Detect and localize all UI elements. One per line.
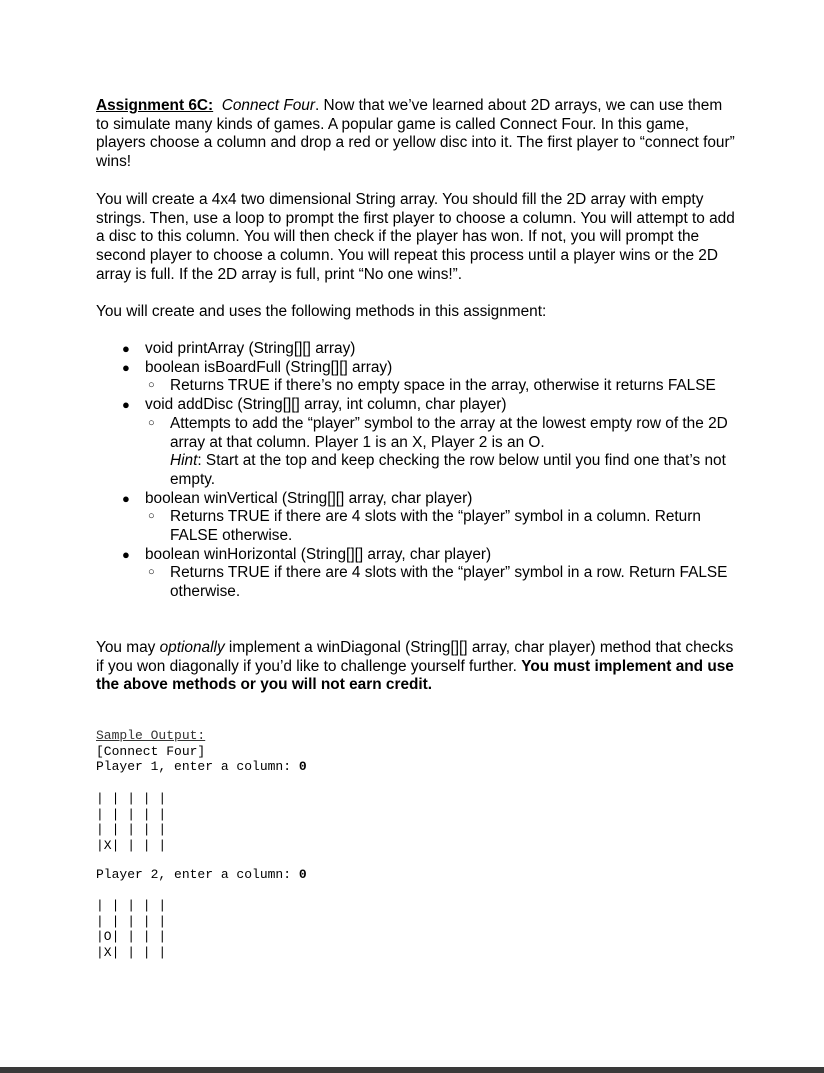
method-description: ○ Returns TRUE if there’s no empty space in the array, otherwise it returns FALSE (148, 377, 716, 395)
method-description: ○ Returns TRUE if there are 4 slots with the “player” symbol in a row. Return FALSE otherwise. (148, 564, 728, 601)
method-sublist (145, 508, 736, 545)
assignment-title: Assignment 6C: (96, 97, 214, 114)
bullet-icon: ● (122, 546, 130, 562)
hint-label: Hint (170, 452, 198, 470)
optional-paragraph: You may optionally implement a winDiagonal (String[][] array, char player) method that checks if you won diagonally if you’d like to challenge yourself further. You must implement and use the above methods or you will not earn credit. (96, 639, 734, 694)
methods-intro: You will create and uses the following methods in this assignment: (96, 303, 547, 320)
optional-word: optionally (159, 639, 225, 656)
intro-paragraph (96, 97, 736, 172)
circle-bullet-icon: ○ (148, 416, 155, 429)
hint-text: : Start at the top and keep checking the row below until you find one that’s not empty. (170, 452, 726, 488)
sample-output-heading: Sample Output: (96, 728, 206, 743)
method-sublist (145, 564, 736, 601)
circle-bullet-icon: ○ (148, 510, 155, 523)
bullet-icon: ● (122, 490, 130, 506)
method-item (96, 359, 736, 396)
circle-bullet-icon: ○ (148, 566, 155, 579)
assignment-subtitle: Connect Four (221, 97, 315, 114)
player1-input: 0 (298, 759, 307, 774)
player2-prompt: Player 2, enter a column: (96, 867, 299, 882)
player1-prompt: Player 1, enter a column: (96, 759, 299, 774)
instructions-paragraph: You will create a 4x4 two dimensional String array. You should fill the 2D array with empty strings. Then, use a loop to prompt the first player to choose a column. You will attempt to add a disc to this column. You will then check if the player has won. If not, you will prompt the second player to choose a column. You will repeat this process until a player wins or the 2D array is full. If the 2D array is full, print “No one wins!”. (96, 191, 735, 283)
method-item (96, 546, 736, 602)
method-sublist (145, 377, 736, 396)
credit-warning: You must implement and use the above methods or you will not earn credit. (96, 657, 734, 694)
page-bottom-border (0, 1067, 824, 1073)
circle-bullet-icon: ○ (148, 379, 155, 392)
bullet-icon: ● (122, 359, 130, 375)
player2-input: 0 (298, 867, 307, 882)
method-signature: boolean winVertical (String[][] array, char player) (145, 489, 473, 507)
method-signature: boolean winHorizontal (String[][] array, char player) (145, 545, 492, 563)
method-signature: void printArray (String[][] array) (145, 340, 356, 357)
method-description: ○ Returns TRUE if there are 4 slots with the “player” symbol in a column. Return FALSE otherwise. (148, 508, 701, 545)
method-sublist (145, 415, 736, 490)
method-item (96, 490, 736, 546)
methods-list (96, 340, 736, 602)
method-signature: boolean isBoardFull (String[][] array) (145, 358, 393, 376)
method-signature: void addDisc (String[][] array, int column, char player) (145, 396, 507, 414)
board-1: | | | | | | | | | | | | | | | |X| | | | (96, 791, 167, 853)
bullet-icon: ● (122, 397, 130, 413)
sample-output-block (96, 728, 307, 775)
board-2: | | | | | | | | | | |O| | | | |X| | | | (96, 898, 167, 960)
bullet-icon: ● (122, 341, 130, 356)
player2-line (96, 867, 307, 883)
method-item (96, 396, 736, 490)
intro-text: . Now that we’ve learned about 2D arrays, we can use them to simulate many kinds of games. A popular game is called Connect Four. In this game, players choose a column and drop a red or yellow disc into it. The first player to “connect four” wins! (96, 97, 735, 171)
method-item (96, 340, 736, 359)
sample-header-line: [Connect Four] (96, 743, 206, 759)
method-description: ○ Attempts to add the “player” symbol to the array at the lowest empty row of the 2D array at that column. Player 1 is an X, Player 2 is an O. Hint: Start at the top and keep checking the row below until you find one that’s not empty. (148, 414, 728, 488)
